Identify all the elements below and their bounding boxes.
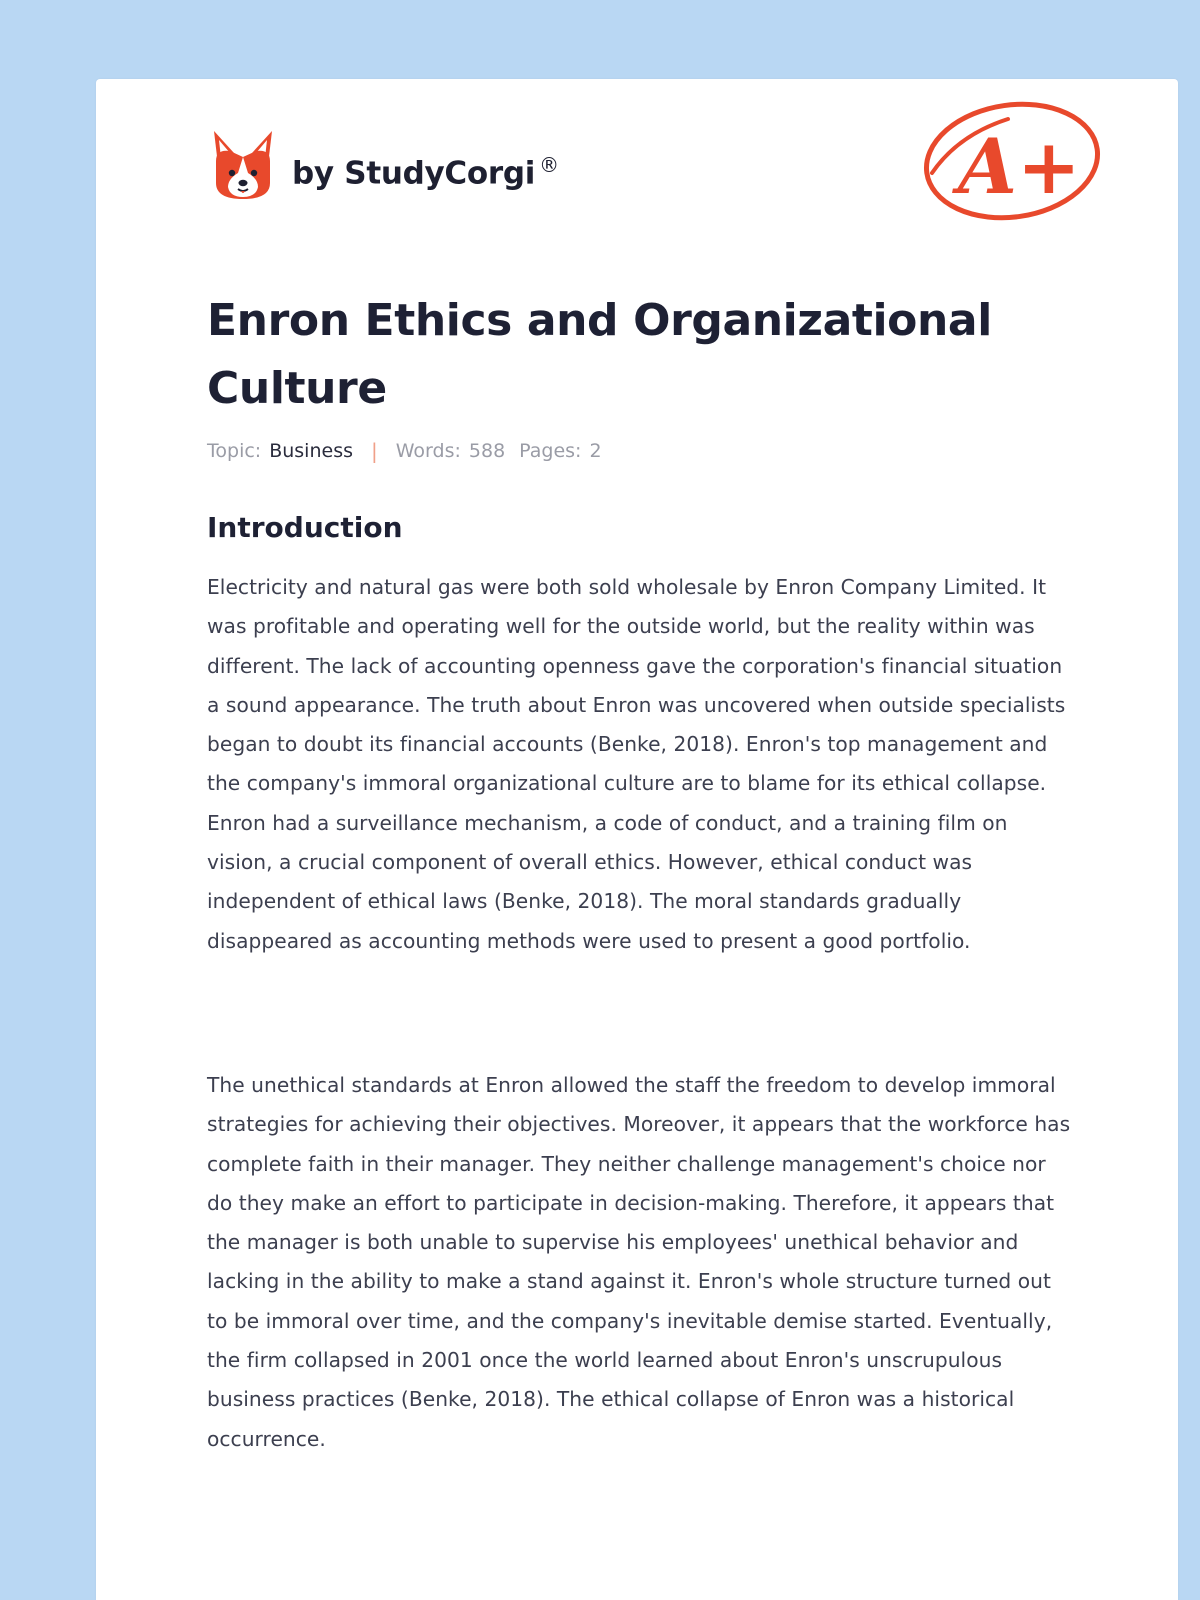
registered-mark: ® bbox=[539, 152, 559, 177]
topic-link[interactable]: Business bbox=[269, 440, 353, 462]
document-meta bbox=[207, 439, 602, 463]
grade-text: A+ bbox=[958, 122, 1081, 211]
meta-separator: | bbox=[371, 439, 378, 463]
paragraph: The unethical standards at Enron allowed the staff the freedom to develop immoral strategies for achieving their objectives. Moreover, it appears that the workforce has complete faith in their manager. They neither challenge management's choice nor do they make an effort to participate in decision-making. Therefore, it appears that the manager is both unable to supervise his employees' unethical behavior and lacking in the ability to make a stand against it. Enron's whole structure turned out to be immoral over time, and the company's inevitable demise started. Eventually, the firm collapsed in 2001 once the world learned about Enron's unscrupulous business practices (Benke, 2018). The ethical collapse of Enron was a historical occurrence. bbox=[207, 1073, 1071, 1451]
document-page bbox=[96, 79, 1178, 1600]
words-count: 588 bbox=[468, 440, 506, 462]
topic-label: Topic: bbox=[207, 440, 262, 462]
words-label: Words: bbox=[395, 440, 461, 462]
pages-label: Pages: bbox=[519, 440, 582, 462]
pages-count: 2 bbox=[589, 440, 602, 462]
document-title: Enron Ethics and Organizational Culture bbox=[207, 295, 992, 414]
corgi-logo-icon bbox=[208, 127, 278, 203]
brand-name: by StudyCorgi ® bbox=[292, 152, 559, 192]
grade-stamp-icon bbox=[918, 95, 1104, 229]
section-heading: Introduction bbox=[207, 511, 403, 544]
brand-header[interactable] bbox=[208, 125, 559, 205]
paragraph: Electricity and natural gas were both sold wholesale by Enron Company Limited. It was profitable and operating well for the outside world, but the reality within was different. The lack of accounting openness gave the corporation's financial situation a sound appearance. The truth about Enron was uncovered when outside specialists began to doubt its financial accounts (Benke, 2018). Enron's top management and the company's immoral organizational culture are to blame for its ethical collapse. Enron had a surveillance mechanism, a code of conduct, and a training film on vision, a crucial component of overall ethics. However, ethical conduct was independent of ethical laws (Benke, 2018). The moral standards gradually disappeared as accounting methods were used to present a good portfolio. bbox=[207, 575, 1066, 953]
